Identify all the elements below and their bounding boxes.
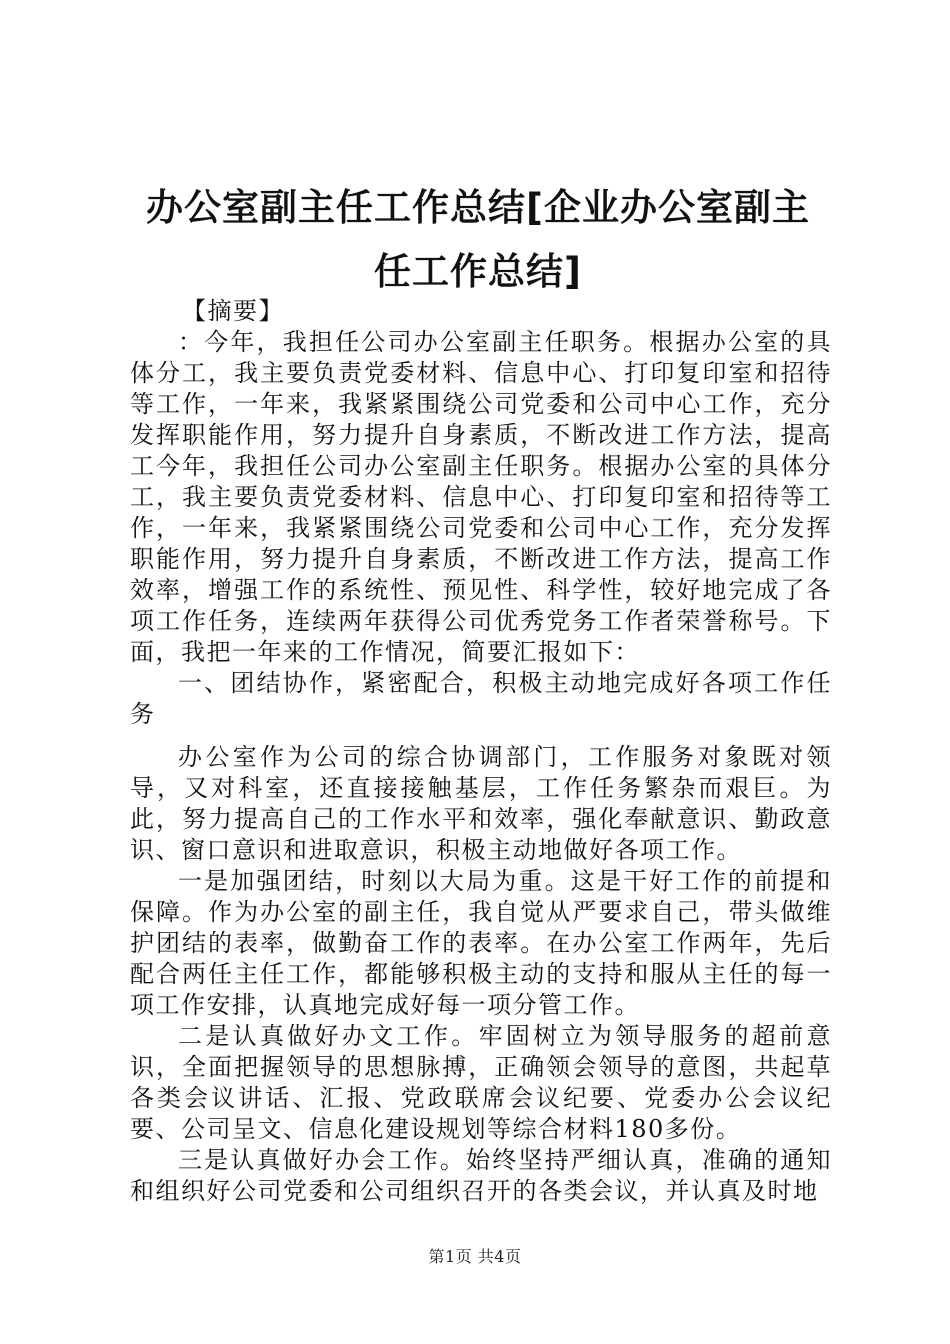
body-paragraph: 二是认真做好办文工作。牢固树立为领导服务的超前意识，全面把握领导的思想脉搏，正确领会领导的意图，共起草各类会议讲话、汇报、党政联席会议纪要、党委办公会议纪要、公司呈文、信息化建设规划等综合材料180多份。 (130, 1022, 832, 1143)
document-body (130, 296, 832, 1207)
page-footer: 第1页 共4页 (428, 1247, 522, 1266)
abstract-paragraph: ：今年，我担任公司办公室副主任职务。根据办公室的具体分工，我主要负责党委材料、信息中心、打印复印室和招待等工作，一年来，我紧紧围绕公司党委和公司中心工作，充分发挥职能作用，努力提升自身素质，不断改进工作方法，提高工今年，我担任公司办公室副主任职务。根据办公室的具体分工，我主要负责党委材料、信息中心、打印复印室和招待等工作，一年来，我紧紧围绕公司党委和公司中心工作，充分发挥职能作用，努力提升自身素质，不断改进工作方法，提高工作效率，增强工作的系统性、预见性、科学性，较好地完成了各项工作任务，连续两年获得公司优秀党务工作者荣誉称号。下面，我把一年来的工作情况，简要汇报如下： (130, 328, 832, 666)
body-paragraph: 一是加强团结，时刻以大局为重。这是干好工作的前提和保障。作为办公室的副主任，我自觉从严要求自己，带头做维护团结的表率，做勤奋工作的表率。在办公室工作两年，先后配合两任主任工作，都能够积极主动的支持和服从主任的每一项工作安排，认真地完成好每一项分管工作。 (130, 867, 832, 1019)
body-paragraph: 办公室作为公司的综合协调部门，工作服务对象既对领导，又对科室，还直接接触基层，工作任务繁杂而艰巨。为此，努力提高自己的工作水平和效率，强化奉献意识、勤政意识、窗口意识和进取意识，积极主动地做好各项工作。 (130, 743, 832, 864)
section-heading: 一、团结协作，紧密配合，积极主动地完成好各项工作任务 (130, 669, 832, 728)
body-paragraph: 三是认真做好办会工作。始终坚持严细认真，准确的通知和组织好公司党委和公司组织召开的各类会议，并认真及时地 (130, 1146, 832, 1205)
abstract-label: 【摘要】 (182, 297, 284, 325)
document-title: 办公室副主任工作总结[企业办公室副主任工作总结] (146, 186, 810, 293)
